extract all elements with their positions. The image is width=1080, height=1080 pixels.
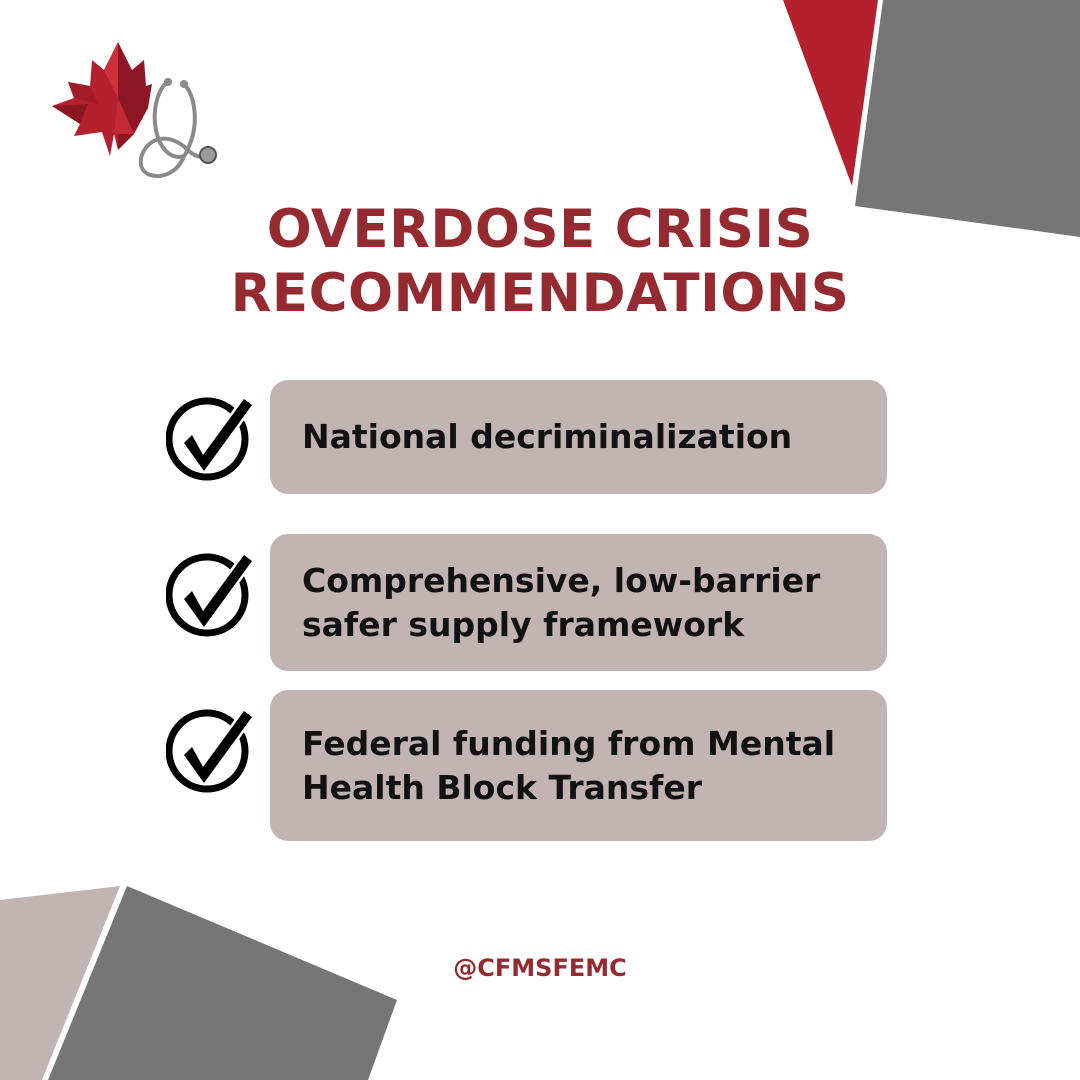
social-handle: @CFMSFEMC [453, 954, 627, 982]
recommendation-box [270, 690, 887, 841]
recommendation-box [270, 380, 887, 494]
maple-leaf-icon [52, 42, 152, 156]
check-circle-icon [166, 705, 254, 793]
check-circle-icon [166, 393, 254, 481]
recommendation-box [270, 534, 887, 671]
recommendation-item [166, 534, 887, 671]
recommendation-item [166, 380, 887, 494]
check-circle-icon [166, 549, 254, 637]
recommendation-text: National decriminalization [302, 417, 793, 456]
stethoscope-icon [141, 82, 206, 176]
recommendation-item [166, 690, 887, 841]
recommendation-text: Comprehensive, low-barrier safer supply framework [302, 560, 821, 644]
title-line-1: OVERDOSE CRISIS [266, 199, 814, 260]
maple-leaf-stethoscope-logo [48, 38, 218, 188]
title-line-2: RECOMMENDATIONS [230, 263, 850, 324]
page-title [0, 198, 1080, 326]
recommendation-text: Federal funding from Mental Health Block Transfer [302, 723, 836, 807]
